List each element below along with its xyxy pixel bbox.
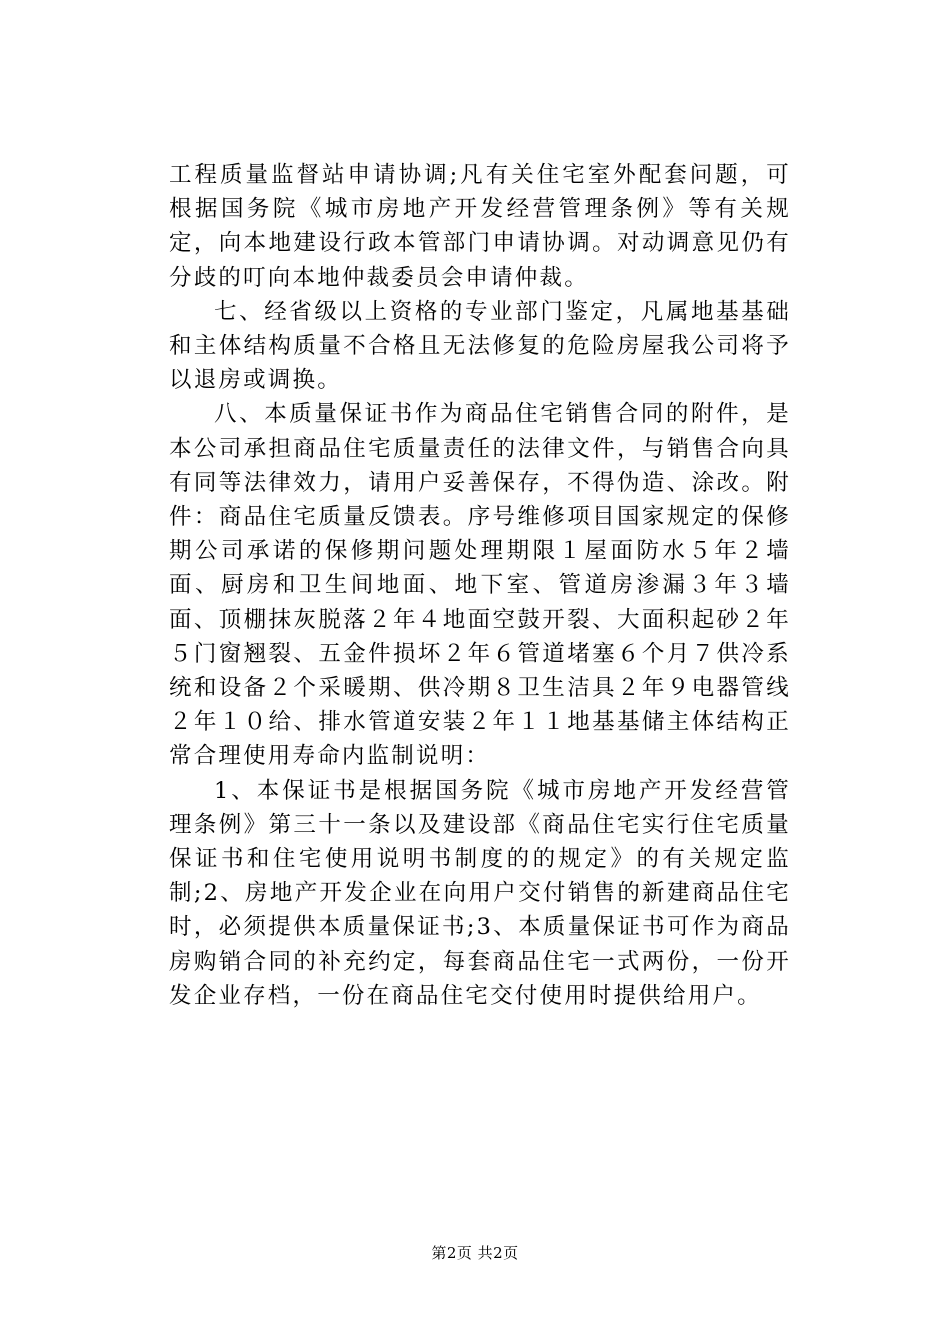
paragraph-continuation: 工程质量监督站申请协调;凡有关住宅室外配套问题，可根据国务院《城市房地产开发经营管理条例》等有关规定，向本地建设行政本管部门申请协调。对动调意见仍有分歧的叮向本地仲裁委员会申请仲裁。 [169,162,791,291]
paragraph-item-seven: 七、经省级以上资格的专业部门鉴定，凡属地基基础和主体结构质量不合格且无法修复的危险房屋我公司将予以退房或调换。 [169,298,791,394]
document-body [169,158,791,1013]
paragraph-item-eight: 八、本质量保证书作为商品住宅销售合同的附件，是本公司承担商品住宅质量责任的法律文件，与销售合向具有同等法律效力，请用户妥善保存，不得伪造、涂改。附件：商品住宅质量反馈表。序号维修项目国家规定的保修期公司承诺的保修期问题处理期限１屋面防水５年２墙面、厨房和卫生间地面、地下室、管道房渗漏３年３墙面、顶棚抹灰脱落２年４地面空鼓开裂、大面积起砂２年５门窗翘裂、五金件损坏２年６管道堵塞６个月７供冷系统和设备２个采暖期、供冷期８卫生洁具２年９电器管线２年１０给、排水管道安装２年１１地基基储主体结构正常合理使用寿命内监制说明： [169,401,791,770]
paragraph-notes: 1、本保证书是根据国务院《城市房地产开发经营管理条例》第三十一条以及建设部《商品住宅实行住宅质量保证书和住宅使用说明书制度的的规定》的有关规定监制;2、房地产开发企业在向用户交付销售的新建商品住宅时，必须提供本质量保证书;3、本质量保证书可作为商品房购销合同的补充约定，每套商品住宅一式两份，一份开发企业存档，一份在商品住宅交付使用时提供给用户。 [169,777,791,1009]
page-number: 第2页 共2页 [431,1244,519,1262]
